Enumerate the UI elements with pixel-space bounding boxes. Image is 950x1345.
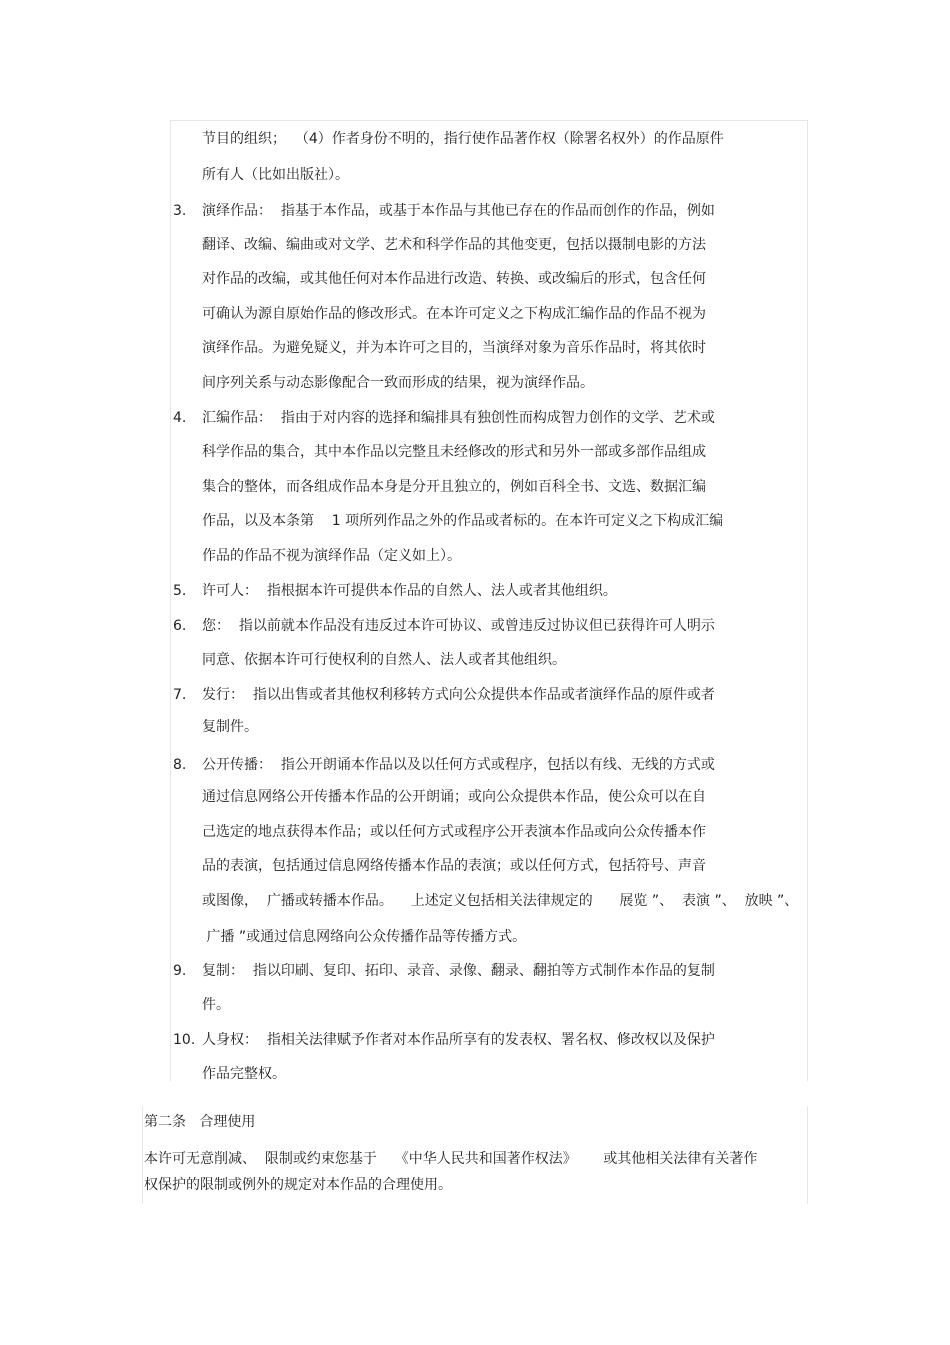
article-body-line: 本许可无意削减、 限制或约束您基于 《中华人民共和国著作权法》 或其他相关法律有关著作 [144,1151,758,1167]
list-item-line: 复制件。 [202,719,258,735]
list-item-line: 件。 [202,997,230,1013]
list-item-line: 翻译、改编、编曲或对文学、艺术和科学作品的其他变更，包括以摄制电影的方法 [202,237,706,253]
list-item-line: 广播 ”或通过信息网络向公众传播作品等传播方式。 [202,929,527,945]
article-heading: 第二条 合理使用 [144,1114,256,1130]
list-item-line: 集合的整体，而各组成作品本身是分开且独立的，例如百科全书、文选、数据汇编 [202,479,706,495]
intro-line: 所有人（比如出版社）。 [202,167,349,183]
list-item-line: 同意、依据本许可行使权利的自然人、法人或者其他组织。 [202,652,566,668]
list-number: 9. [173,963,187,979]
list-item-line: 许可人： 指根据本许可提供本作品的自然人、法人或者其他组织。 [202,583,617,599]
list-item-line: 人身权： 指相关法律赋予作者对本作品所享有的发表权、署名权、修改权以及保护 [202,1032,715,1048]
list-item-line: 作品，以及本条第 1 项所列作品之外的作品或者标的。在本许可定义之下构成汇编 [202,513,724,529]
list-number: 3. [173,203,187,219]
list-item-line: 复制： 指以印刷、复印、拓印、录音、录像、翻录、翻拍等方式制作本作品的复制 [202,963,715,979]
list-item-line: 对作品的改编，或其他任何对本作品进行改造、转换、或改编后的形式，包含任何 [202,271,706,287]
list-number: 8. [173,757,187,773]
list-number: 4. [173,410,187,426]
list-number: 5. [173,583,187,599]
list-item-line: 演绎作品。为避免疑义，并为本许可之目的，当演绎对象为音乐作品时，将其依时 [202,340,706,356]
list-number: 6. [173,618,187,634]
list-item-line: 或图像， 广播或转播本作品。 上述定义包括相关法律规定的 展览 ”、 表演 ”、 放映 ”、 [202,893,799,909]
list-item-line: 汇编作品： 指由于对内容的选择和编排具有独创性而构成智力创作的文学、艺术或 [202,410,715,426]
intro-line: 节目的组织； （4）作者身份不明的，指行使作品著作权（除署名权外）的作品原件 [202,131,724,147]
list-item-line: 作品完整权。 [202,1066,286,1082]
list-number: 7. [173,687,187,703]
list-item-line: 您： 指以前就本作品没有违反过本许可协议、或曾违反过协议但已获得许可人明示 [202,618,715,634]
list-item-line: 己选定的地点获得本作品；或以任何方式或程序公开表演本作品或向公众传播本作 [202,824,706,840]
article-body-line: 权保护的限制或例外的规定对本作品的合理使用。 [144,1177,452,1193]
list-item-line: 发行： 指以出售或者其他权利移转方式向公众提供本作品或者演绎作品的原件或者 [202,687,715,703]
list-item-line: 通过信息网络公开传播本作品的公开朗诵；或向公众提供本作品，使公众可以在自 [202,789,706,805]
list-item-line: 品的表演，包括通过信息网络传播本作品的表演；或以任何方式，包括符号、声音 [202,858,706,874]
list-item-line: 科学作品的集合，其中本作品以完整且未经修改的形式和另外一部或多部作品组成 [202,444,706,460]
list-number: 10. [173,1032,196,1048]
list-item-line: 可确认为源自原始作品的修改形式。在本许可定义之下构成汇编作品的作品不视为 [202,306,706,322]
list-item-line: 作品的作品不视为演绎作品（定义如上）。 [202,548,461,564]
list-item-line: 演绎作品： 指基于本作品，或基于本作品与其他已存在的作品而创作的作品，例如 [202,203,715,219]
list-item-line: 公开传播： 指公开朗诵本作品以及以任何方式或程序，包括以有线、无线的方式或 [202,757,715,773]
list-item-line: 间序列关系与动态影像配合一致而形成的结果，视为演绎作品。 [202,375,594,391]
